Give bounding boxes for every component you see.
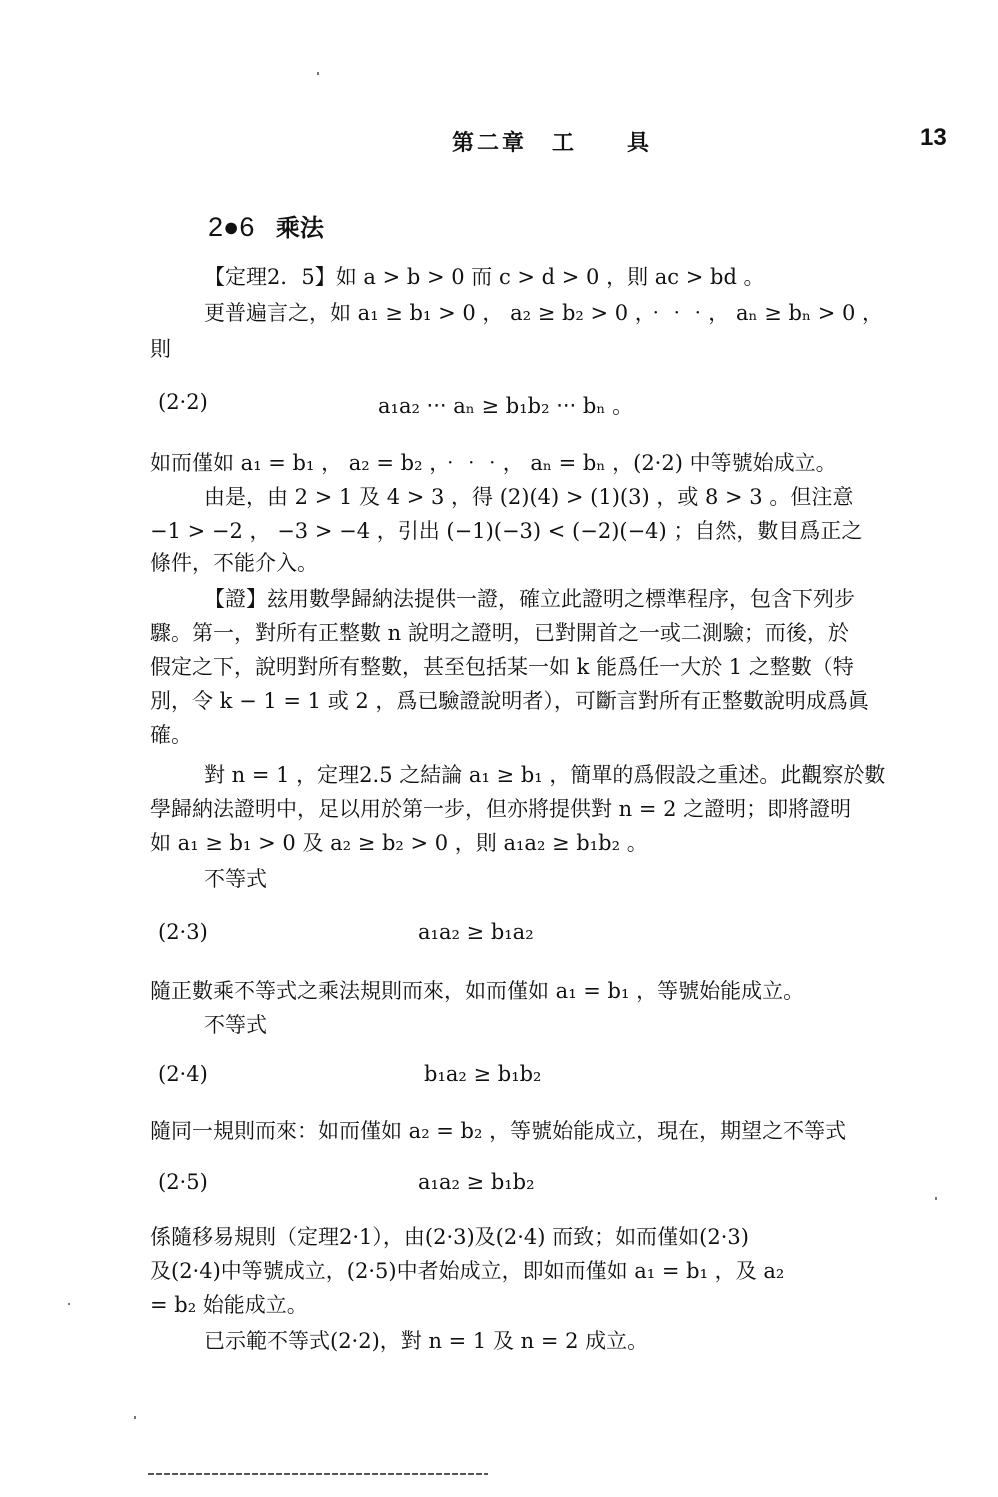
text-line: 由是，由 2 > 1 及 4 > 3 ，得 (2)(4) > (1)(3) ，或 8 > 3 。但注意 <box>204 485 854 509</box>
text-line: 確。 <box>150 723 192 747</box>
equation-expression: a₁a₂ ≥ b₁a₂ <box>418 920 534 944</box>
equation-label: (2·4) <box>158 1062 208 1086</box>
theorem-statement: 【定理2．5】如 a > b > 0 而 c > d > 0 ，則 ac > bd 。 <box>204 265 765 289</box>
text-line: 學歸納法證明中，足以用於第一步，但亦將提供對 n = 2 之證明；即將證明 <box>150 797 852 821</box>
text-line: 則 <box>150 337 171 361</box>
section-title: 乘法 <box>275 213 324 242</box>
text-line: 更普遍言之，如 a₁ ≥ b₁ > 0 ， a₂ ≥ b₂ > 0 ，‧‧‧， aₙ ≥ bₙ > 0 ， <box>204 301 884 325</box>
text-line: 隨同一規則而來：如而僅如 a₂ = b₂ ，等號始能成立，現在，期望之不等式 <box>150 1119 847 1143</box>
proof-line: 【證】玆用數學歸納法提供一證，確立此證明之標準程序，包含下列步 <box>204 587 855 611</box>
text-line: −1 > −2 ， −3 > −4 ，引出 (−1)(−3) < (−2)(−4) ；自然，數目爲正之 <box>150 519 863 543</box>
equation-expression: b₁a₂ ≥ b₁b₂ <box>424 1062 542 1086</box>
section-heading <box>208 208 324 243</box>
text-line: 不等式 <box>204 867 267 891</box>
text-line: 不等式 <box>204 1013 267 1037</box>
text-line: 條件，不能介入。 <box>150 551 318 575</box>
text-line: 對 n = 1 ，定理2.5 之結論 a₁ ≥ b₁ ，簡單的爲假設之重述。此觀察於數 <box>204 763 886 787</box>
equation-expression: a₁a₂ ≥ b₁b₂ <box>418 1170 535 1194</box>
equation-expression: a₁a₂ ‧‧‧ aₙ ≥ b₁b₂ ‧‧‧ bₙ 。 <box>378 394 634 418</box>
section-number: 2●6 <box>208 212 255 242</box>
text-line: 別，令 k − 1 = 1 或 2 ，爲已驗證說明者），可斷言對所有正整數說明成爲眞 <box>150 689 869 713</box>
equation-label: (2·5) <box>158 1170 208 1194</box>
text-line: 及(2·4)中等號成立，(2·5)中者始成立，即如而僅如 a₁ = b₁ ，及 a₂ <box>150 1259 785 1283</box>
scan-bottom-artifact <box>148 1473 488 1475</box>
text-line: 如而僅如 a₁ = b₁ ， a₂ = b₂ ，‧‧‧， aₙ = bₙ ，(2·2) 中等號始成立。 <box>150 451 837 475</box>
text-line: 係隨移易規則（定理2·1），由(2·3)及(2·4) 而致；如而僅如(2·3) <box>150 1225 749 1249</box>
scan-speck <box>68 1303 70 1305</box>
page-number: 13 <box>920 124 947 151</box>
text-line: = b₂ 始能成立。 <box>150 1293 308 1317</box>
scan-speck <box>134 1416 136 1419</box>
equation-label: (2·2) <box>158 390 208 414</box>
scan-speck <box>317 72 319 75</box>
scan-speck <box>935 1197 937 1200</box>
text-line: 如 a₁ ≥ b₁ > 0 及 a₂ ≥ b₂ > 0 ，則 a₁a₂ ≥ b₁b₂ 。 <box>150 831 648 855</box>
text-line: 隨正數乘不等式之乘法規則而來，如而僅如 a₁ = b₁ ，等號始能成立。 <box>150 979 805 1003</box>
text-line: 已示範不等式(2·2)，對 n = 1 及 n = 2 成立。 <box>204 1329 649 1353</box>
text-line: 驟。第一，對所有正整數 n 說明之證明，已對開首之一或二測驗；而後，於 <box>150 621 849 645</box>
chapter-header: 第二章 工 具 <box>452 130 653 156</box>
equation-label: (2·3) <box>158 920 208 944</box>
text-line: 假定之下，說明對所有整數，甚至包括某一如 k 能爲任一大於 1 之整數（特 <box>150 655 854 679</box>
